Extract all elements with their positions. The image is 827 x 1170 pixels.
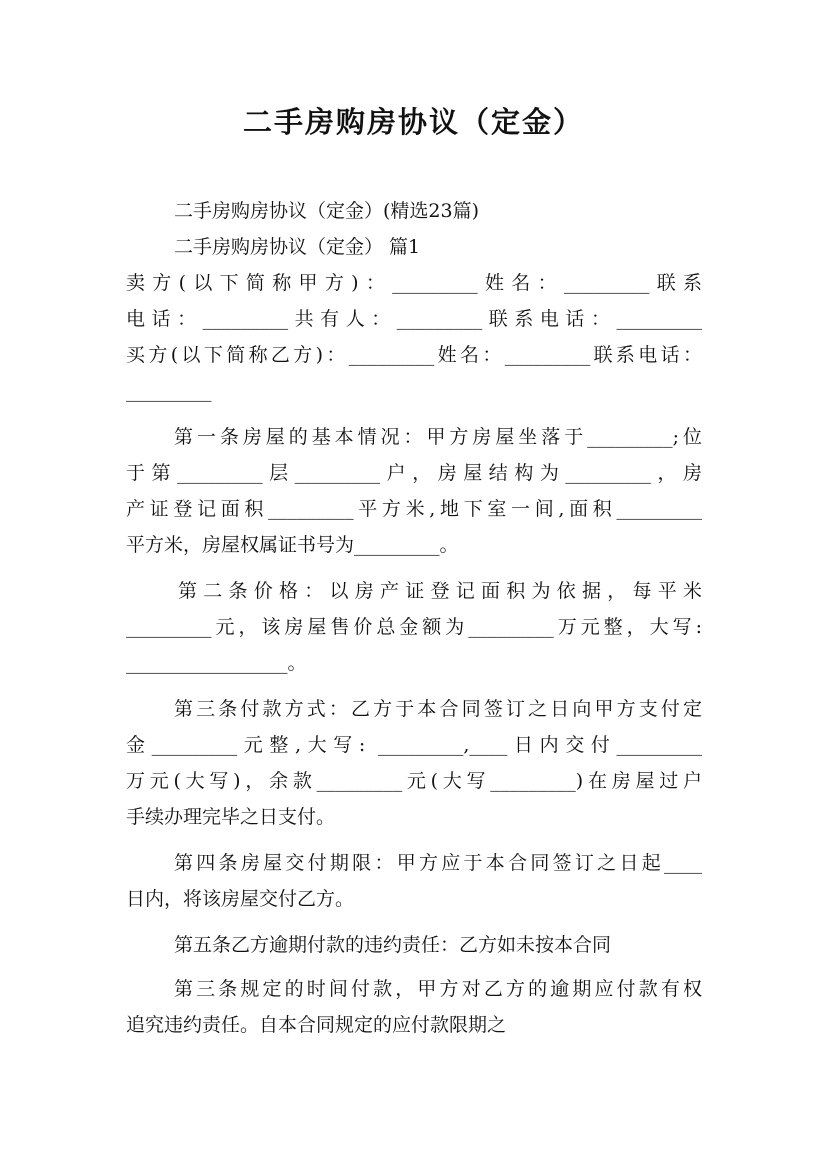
article-4-line-1: 第四条房屋交付期限：甲方应于本合同签订之日起____ xyxy=(174,852,702,874)
buyer-line-1: 买方(以下简称乙方)：_________姓名：_________联系电话： xyxy=(126,344,702,366)
parties-section xyxy=(126,265,702,409)
article-1-line-4: 平方米，房屋权属证书号为_________。 xyxy=(126,534,459,556)
article-4-line-2: 日内，将该房屋交付乙方。 xyxy=(126,888,355,910)
article-2 xyxy=(126,573,702,681)
article-1-line-1: 第一条房屋的基本情况：甲方房屋坐落于_________;位 xyxy=(174,426,702,448)
article-3 xyxy=(126,691,702,835)
article-1-line-3: 产证登记面积_________平方米,地下室一间,面积_________ xyxy=(126,498,702,520)
document-title: 二手房购房协议（定金） xyxy=(242,105,584,139)
document-subtitle: 二手房购房协议（定金）(精选23篇) xyxy=(174,200,480,222)
article-5-line-3: 追究违约责任。自本合同规定的应付款限期之 xyxy=(126,1014,507,1036)
seller-line-1: 卖方(以下简称甲方)：_________姓名：_________联系 xyxy=(126,272,702,294)
article-3-line-3: 万元(大写)，余款_________元(大写_________)在房屋过户 xyxy=(126,770,702,792)
article-2-line-2: _________元，该房屋售价总金额为_________万元整，大写: xyxy=(126,616,702,638)
article-1 xyxy=(126,419,702,563)
article-3-line-4: 手续办理完毕之日支付。 xyxy=(126,806,336,828)
buyer-line-2: _________ xyxy=(126,380,212,402)
document-body xyxy=(126,193,702,1043)
article-2-line-1: 第二条价格：以房产证登记面积为依据，每平米 xyxy=(178,580,702,602)
article-1-line-2: 于第_________层_________户，房屋结构为_________，房 xyxy=(126,462,702,484)
article-3-line-2: 金_________元整,大写: _________,____日内交付_________ xyxy=(126,734,702,756)
article-3-line-1: 第三条付款方式：乙方于本合同签订之日向甲方支付定 xyxy=(174,698,702,720)
section-heading: 二手房购房协议（定金） 篇1 xyxy=(174,236,421,258)
article-5-line-2: 第三条规定的时间付款，甲方对乙方的逾期应付款有权 xyxy=(174,978,702,1000)
article-2-line-3: _________________。 xyxy=(126,652,307,674)
article-4 xyxy=(126,845,702,917)
article-5-line-1: 第五条乙方逾期付款的违约责任：乙方如未按本合同 xyxy=(174,934,612,956)
article-5 xyxy=(126,927,702,1043)
seller-line-2: 电话：_________共有人：_________联系电话：_________ xyxy=(126,308,702,330)
